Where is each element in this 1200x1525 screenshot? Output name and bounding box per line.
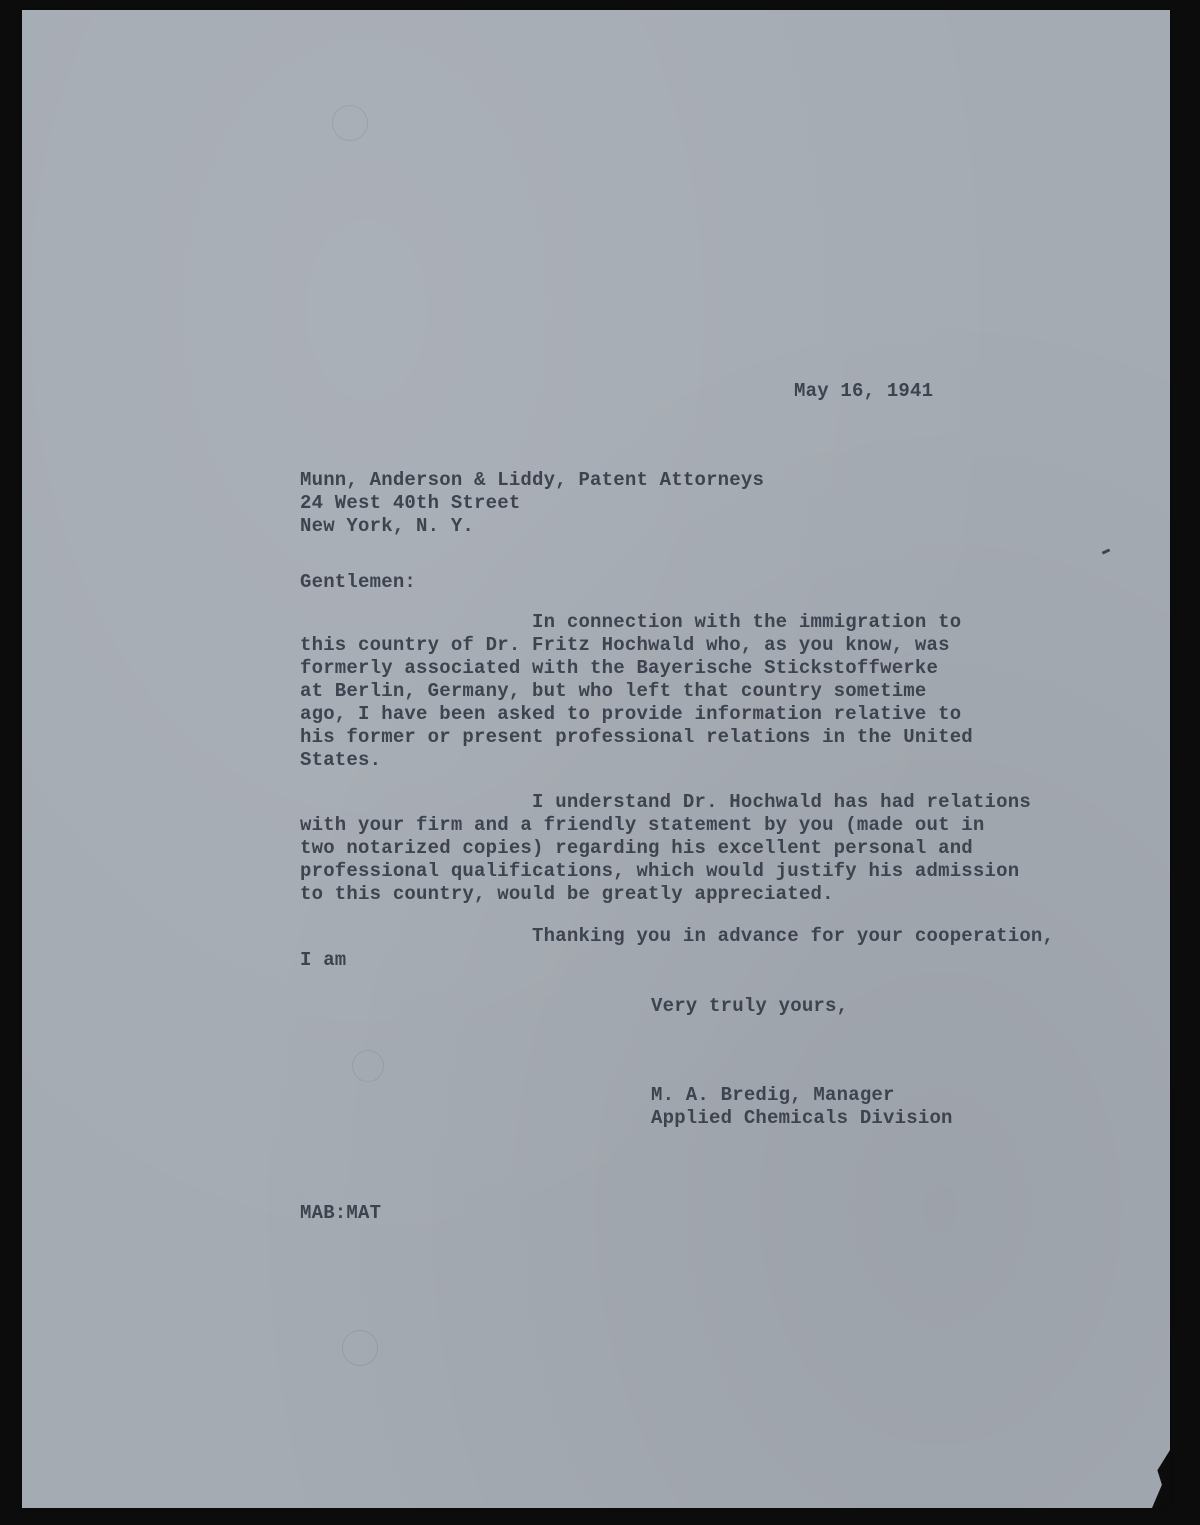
- letter-date: May 16, 1941: [794, 380, 934, 402]
- body-paragraph-1: [300, 611, 973, 772]
- paragraph-line: two notarized copies) regarding his excellent personal and: [300, 837, 973, 859]
- paragraph-line: In connection with the immigration to: [300, 611, 962, 633]
- address-line: New York, N. Y.: [300, 515, 475, 537]
- paragraph-line: his former or present professional relations in the United: [300, 726, 973, 748]
- paragraph-line: I understand Dr. Hochwald has had relations: [300, 791, 1031, 813]
- watermark-stamp-bottom: [342, 1330, 378, 1366]
- complimentary-closing: Very truly yours,: [651, 995, 849, 1017]
- signature-block: [651, 1084, 953, 1130]
- body-paragraph-3: Thanking you in advance for your cooperation,: [300, 925, 1055, 947]
- paragraph-line: at Berlin, Germany, but who left that country sometime: [300, 680, 927, 702]
- margin-mark: [1102, 548, 1111, 554]
- paragraph-line: ago, I have been asked to provide information relative to: [300, 703, 962, 725]
- address-line: Munn, Anderson & Liddy, Patent Attorneys: [300, 469, 765, 491]
- paragraph-line: professional qualifications, which would justify his admission: [300, 860, 1020, 882]
- body-paragraph-2: [300, 791, 1031, 906]
- reference-initials: MAB:MAT: [300, 1202, 382, 1224]
- paragraph-line: States.: [300, 749, 382, 771]
- paragraph-line: to this country, would be greatly appreciated.: [300, 883, 834, 905]
- paragraph-line: this country of Dr. Fritz Hochwald who, as you know, was: [300, 634, 950, 656]
- watermark-stamp-top: [332, 105, 368, 141]
- signer-division: Applied Chemicals Division: [651, 1107, 953, 1129]
- salutation: Gentlemen:: [300, 571, 417, 593]
- paragraph-line: with your firm and a friendly statement by you (made out in: [300, 814, 985, 836]
- signer-name: M. A. Bredig, Manager: [651, 1084, 895, 1106]
- paragraph-line: formerly associated with the Bayerische Stickstoffwerke: [300, 657, 939, 679]
- torn-corner: [1152, 1450, 1170, 1508]
- letter-sheet: [22, 10, 1170, 1508]
- i-am-line: I am: [300, 949, 347, 971]
- watermark-stamp-middle: [352, 1050, 384, 1082]
- address-line: 24 West 40th Street: [300, 492, 521, 514]
- recipient-address: [300, 469, 764, 538]
